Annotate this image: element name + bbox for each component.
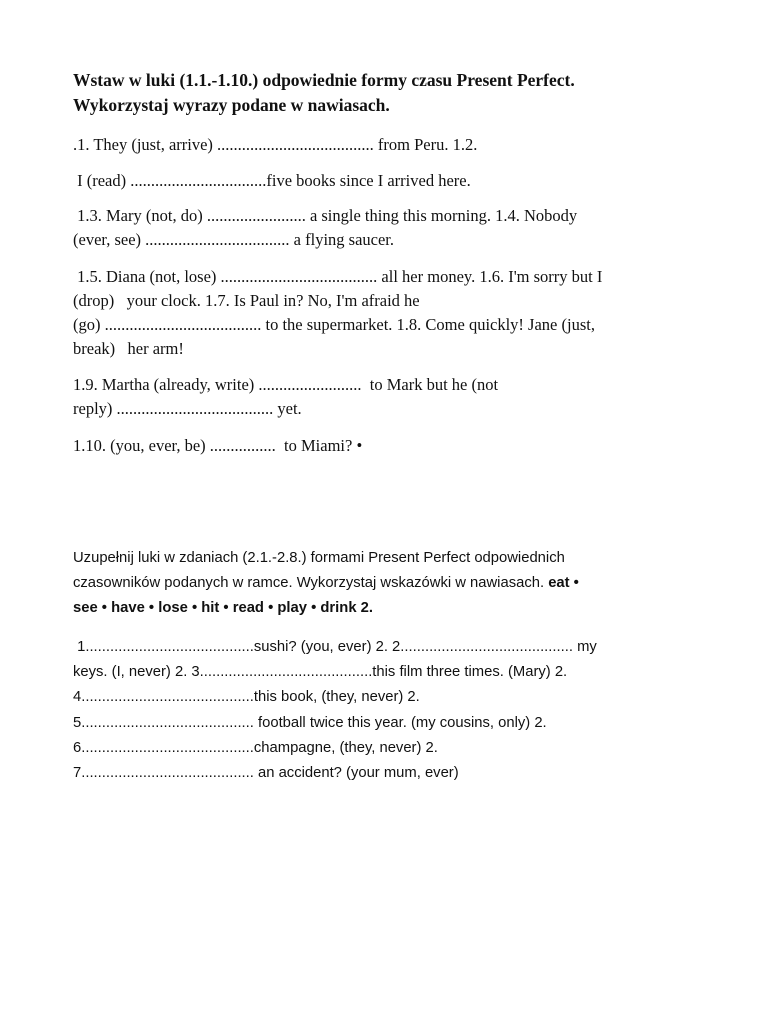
exercise-2-intro: Uzupełnij luki w zdaniach (2.1.-2.8.) formami Present Perfect odpowiednich — [73, 550, 565, 566]
word-box-text: see • have • lose • hit • read • play • drink 2. — [73, 600, 374, 616]
exercise-1-line: 1.5. Diana (not, lose) ...................................... all her money. 1.6. I'm sorry but I — [73, 267, 603, 286]
exercise-2-line: 5.......................................... football twice this year. (my cousins, only) 2. — [73, 715, 547, 731]
exercise-1-line: 1.10. (you, ever, be) ................ to Miami? • — [73, 436, 363, 455]
exercise-1-line: reply) ...................................... yet. — [73, 399, 302, 418]
exercise-1-title — [73, 68, 733, 118]
exercise-1-line: (ever, see) ................................... a flying saucer. — [73, 230, 395, 249]
exercise-1-line: break) her arm! — [73, 339, 184, 358]
exercise-1-line: (drop) your clock. 1.7. Is Paul in? No, I'm afraid he — [73, 291, 420, 310]
word-box-text: eat • — [548, 575, 579, 591]
exercise-1-line: 1.3. Mary (not, do) ........................ a single thing this morning. 1.4. Nobody — [73, 206, 578, 225]
exercise-2-line: 4..........................................this book, (they, never) 2. — [73, 689, 420, 705]
title-line: Wstaw w luki (1.1.-1.10.) odpowiednie formy czasu Present Perfect. — [73, 70, 575, 90]
exercise-2-line: 7.......................................... an accident? (your mum, ever) — [73, 765, 459, 781]
exercise-2-line: 6..........................................champagne, (they, never) 2. — [73, 740, 438, 756]
exercise-1-line: I (read) .................................five books since I arrived here. — [73, 171, 471, 190]
exercise-2-line: 1.........................................sushi? (you, ever) 2. 2.......................................... my — [73, 639, 597, 655]
exercise-1-line: (go) ...................................... to the supermarket. 1.8. Come quickly! Jane (just, — [73, 315, 595, 334]
exercise-1-line: 1.9. Martha (already, write) ......................... to Mark but he (not — [73, 375, 499, 394]
title-line: Wykorzystaj wyrazy podane w nawiasach. — [73, 95, 390, 115]
exercise-2-intro-text: czasowników podanych w ramce. Wykorzystaj wskazówki w nawiasach. — [73, 575, 549, 591]
exercise-2-line: keys. (I, never) 2. 3..........................................this film three times. (Mary) 2. — [73, 664, 568, 680]
exercise-1-line: .1. They (just, arrive) ...................................... from Peru. 1.2. — [73, 135, 478, 154]
exercise-2-intro — [73, 571, 579, 596]
